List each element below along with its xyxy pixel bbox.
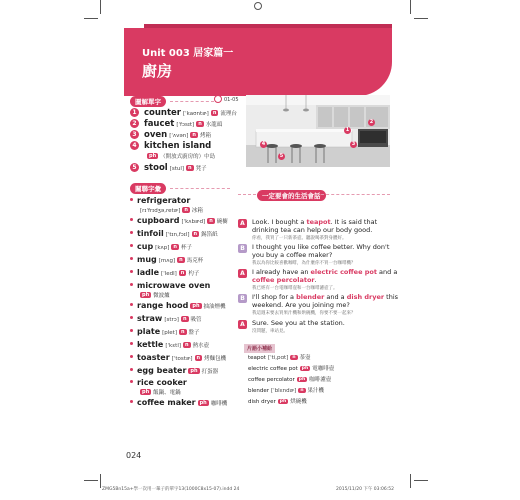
vocab-subline (138, 291, 170, 299)
phonetic: [ˈledl] (161, 271, 177, 277)
phonetic: [plet] (162, 330, 177, 336)
bullet-icon (130, 244, 133, 247)
audio-track[interactable] (214, 95, 239, 103)
dialogue-line: I already have an electric coffee pot and a (252, 268, 398, 276)
part-of-speech-badge: ph (192, 303, 200, 309)
part-of-speech-badge: ph (149, 153, 157, 159)
phrase-item (248, 397, 307, 405)
part-of-speech-badge: n (209, 218, 213, 224)
related-vocab-item (130, 281, 210, 290)
vocab-word: stool (144, 163, 168, 173)
vocab-word: refrigerator (137, 196, 191, 205)
chinese-meaning: 打蛋器 (201, 369, 219, 375)
related-vocab-item (130, 353, 226, 362)
vocab-word: oven (144, 130, 168, 140)
vocab-word: cup (137, 242, 154, 251)
phonetic: [stul] (169, 166, 185, 172)
bullet-icon (130, 218, 133, 221)
related-vocab-item (130, 229, 218, 238)
vocab-word: rice cooker (137, 378, 187, 387)
related-vocab-item (130, 340, 209, 349)
photo-marker: 3 (351, 141, 356, 147)
dialogue-translation: 你看，我買了一只新茶壺。聽說喝茶對身體好。 (252, 236, 347, 241)
chinese-meaning: 茶壺 (299, 355, 311, 361)
vocab-word: tinfoil (137, 229, 164, 238)
vocab-item (130, 108, 237, 118)
crop-mark (410, 0, 411, 14)
section-label-dialogue: 一定要會的生活會話 (257, 190, 326, 201)
part-of-speech-badge: n (300, 388, 304, 393)
crop-mark (100, 474, 101, 488)
chinese-meaning: 烘碗機 (290, 399, 307, 405)
chinese-meaning: 果汁機 (307, 388, 325, 394)
vocab-number: 5 (130, 163, 139, 172)
registration-mark (254, 2, 262, 10)
chinese-meaning: 杓子 (188, 271, 200, 277)
related-vocab-item (130, 268, 199, 277)
dialogue-line: you buy a coffee maker? (252, 251, 333, 259)
phrase-word: dish dryer (248, 399, 276, 405)
part-of-speech-badge: ph (279, 399, 287, 404)
chinese-meaning: 電咖啡壺 (312, 366, 335, 372)
crop-mark (410, 474, 411, 488)
chinese-meaning: （開放式廚房的）中島 (160, 154, 216, 160)
vocab-word: toaster (137, 353, 170, 362)
part-of-speech-badge: n (292, 355, 296, 360)
crop-mark (100, 0, 101, 14)
vocab-word: counter (144, 108, 182, 118)
part-of-speech-badge: n (196, 355, 201, 361)
vocab-word: kettle (137, 340, 164, 349)
bullet-icon (130, 198, 133, 201)
part-of-speech-badge: n (184, 207, 188, 213)
phrase-word: blender (248, 388, 270, 394)
photo-marker: 1 (345, 127, 350, 133)
dialogue-translation: 沒問題，車站見。 (252, 329, 288, 334)
vocab-item (130, 119, 222, 129)
vocab-word: faucet (144, 119, 175, 129)
section-divider (170, 101, 214, 102)
chinese-meaning: 烤箱 (199, 133, 211, 139)
part-of-speech-badge: n (212, 110, 217, 116)
speaker-b-badge: B (238, 294, 247, 303)
vocab-item (130, 163, 207, 173)
phrase-word: coffee percolator (248, 377, 295, 383)
chinese-meaning: 飯鍋、電鍋 (153, 390, 181, 396)
kitchen-photo (246, 95, 390, 167)
section-divider (316, 194, 390, 195)
phrase-word: teapot (248, 355, 266, 361)
crop-mark (84, 18, 98, 19)
kitchen-illustration (246, 95, 390, 167)
bullet-icon (130, 257, 133, 260)
part-of-speech-badge: n (180, 329, 185, 335)
chinese-meaning: 盤子 (188, 330, 200, 336)
chinese-meaning: 抽油煙機 (203, 304, 226, 310)
related-vocab-item (130, 255, 203, 264)
phonetic: [ˈtostɚ] (171, 356, 193, 362)
related-vocab-item (130, 398, 227, 407)
vocab-item (130, 141, 211, 151)
vocab-number: 4 (130, 141, 139, 150)
section-divider (170, 188, 230, 189)
part-of-speech-badge: ph (190, 368, 198, 374)
phonetic: [ˈti,pɑt] (267, 355, 289, 361)
bullet-icon (130, 283, 133, 286)
chinese-meaning: 烤麵包機 (204, 356, 227, 362)
photo-marker: 2 (369, 119, 374, 125)
vocab-number: 2 (130, 119, 139, 128)
vocab-word: mug (137, 255, 157, 264)
section-label-related: 關聯字彙 (130, 183, 166, 194)
phonetic: [ˈkʌbɚd] (181, 219, 206, 225)
speaker-b-badge: B (238, 244, 247, 253)
part-of-speech-badge: n (185, 342, 189, 348)
phrase-word: electric coffee pot (248, 366, 298, 372)
bullet-icon (130, 342, 133, 345)
dialogue-translation: 我以為你比較喜歡咖啡，為什麼你不買一台咖啡機？ (252, 261, 356, 266)
part-of-speech-badge: ph (142, 389, 150, 395)
phonetic: [rɪˈfrɪdʒə,retɚ] (140, 208, 181, 214)
part-of-speech-badge: n (173, 244, 177, 250)
bullet-icon (130, 270, 133, 273)
unit-label: Unit 003 居家篇一 (142, 48, 234, 59)
crop-mark (414, 18, 428, 19)
vocab-subline (138, 388, 181, 396)
vocab-word: egg beater (137, 366, 187, 375)
part-of-speech-badge: n (192, 132, 196, 138)
vocab-word: straw (137, 314, 163, 323)
related-vocab-item (130, 314, 202, 323)
phrase-item (248, 364, 334, 372)
vocab-word: range hood (137, 301, 189, 310)
vocab-word: kitchen island (144, 141, 212, 151)
dialogue-line: I thought you like coffee better. Why don't (252, 243, 390, 251)
speaker-a-badge: A (238, 320, 247, 329)
audio-cd-icon (214, 95, 222, 103)
vocab-number: 1 (130, 108, 139, 117)
bullet-icon (130, 368, 133, 371)
part-of-speech-badge: ph (298, 377, 306, 382)
part-of-speech-badge: n (180, 270, 185, 276)
vocab-word: microwave oven (137, 281, 211, 290)
chinese-meaning: 碗櫥 (216, 219, 228, 225)
dialogue-line: weekend. Are you joining me? (252, 301, 350, 309)
dialogue-line: I'll shop for a blender and a dish dryer this (252, 293, 399, 301)
dialogue-line: coffee percolator. (252, 276, 317, 284)
vocab-word: cupboard (137, 216, 180, 225)
vocab-word: coffee maker (137, 398, 196, 407)
part-of-speech-badge: n (179, 257, 183, 263)
chinese-meaning: 微波爐 (153, 293, 170, 299)
part-of-speech-badge: ph (199, 400, 207, 406)
chinese-meaning: 流理台 (220, 111, 237, 117)
chinese-meaning: 杯子 (180, 245, 192, 251)
dialogue-line: Sure. See you at the station. (252, 319, 345, 327)
section-divider (238, 194, 256, 195)
phonetic: [ˈkɛtl] (165, 343, 182, 349)
dialogue-translation: 我已經有一台電咖啡壺和一台咖啡濾壺了。 (252, 286, 338, 291)
part-of-speech-badge: ph (142, 292, 150, 298)
dialogue-line: drinking tea can help our body good. (252, 226, 373, 234)
crop-mark (414, 480, 428, 481)
chinese-meaning: 冰箱 (191, 208, 203, 214)
related-vocab-item (130, 378, 187, 387)
chinese-meaning: 吸管 (190, 317, 202, 323)
vocab-number: 3 (130, 130, 139, 139)
vocab-item (130, 130, 211, 140)
chinese-meaning: 馬克杯 (186, 258, 204, 264)
related-vocab-item (130, 366, 218, 375)
chinese-meaning: 水龍頭 (205, 122, 223, 128)
part-of-speech-badge: n (182, 316, 187, 322)
part-of-speech-badge: n (198, 121, 202, 127)
print-footer-date: 2015/11/20 下午 03:06:52 (336, 487, 395, 492)
related-vocab-item (130, 216, 228, 225)
page-number: 024 (126, 451, 142, 460)
related-vocab-item (130, 196, 190, 205)
dialogue-translation: 我這週末要去買果汁機和烘碗機，你要不要一起來？ (252, 311, 356, 316)
part-of-speech-badge: ph (301, 366, 309, 371)
chinese-meaning: 錫箔紙 (201, 232, 218, 238)
audio-track-number: 01-05 (224, 97, 239, 103)
chinese-meaning: 咖啡機 (210, 401, 228, 407)
bullet-icon (130, 355, 133, 358)
section-label-illustration: 圖解單字 (130, 96, 166, 107)
vocab-word: ladle (137, 268, 160, 277)
dialogue-line: Look. I bought a teapot. It is said that (252, 218, 378, 226)
photo-marker: 4 (261, 141, 266, 147)
photo-marker: 5 (279, 153, 284, 159)
bullet-icon (130, 400, 133, 403)
speaker-a-badge: A (238, 269, 247, 278)
related-vocab-item (130, 301, 226, 310)
phonetic: [kʌp] (155, 245, 170, 251)
speaker-a-badge: A (238, 219, 247, 228)
phonetic: [ˈʌvən] (169, 133, 189, 139)
bullet-icon (130, 316, 133, 319)
chinese-meaning: 熱水壺 (192, 343, 210, 349)
chinese-meaning: 咖啡濾壺 (309, 377, 332, 383)
bullet-icon (130, 303, 133, 306)
phonetic: [ˈkaʊntɚ] (183, 111, 209, 117)
bullet-icon (130, 380, 133, 383)
related-vocab-item (130, 327, 200, 336)
phonetic: [mʌg] (158, 258, 176, 264)
related-vocab-item (130, 242, 192, 251)
chinese-meaning: 凳子 (195, 166, 207, 172)
crop-mark (84, 480, 98, 481)
vocab-word: plate (137, 327, 161, 336)
bullet-icon (130, 329, 133, 332)
phonetic: [ˈblɛndɚ] (271, 388, 297, 394)
bullet-icon (130, 231, 133, 234)
vocab-subline (145, 152, 215, 160)
phonetic: [ˈtɪn,fɔɪl] (165, 232, 190, 238)
phrase-item (248, 375, 331, 383)
part-of-speech-badge: n (193, 231, 198, 237)
vocab-subline (138, 206, 203, 214)
part-of-speech-badge: n (188, 165, 192, 171)
phonetic: [ˈfɔsɪt] (176, 122, 195, 128)
page-title: 廚房 (142, 62, 173, 80)
section-label-phrases: 片語小補給 (244, 344, 275, 353)
phonetic: [strɔ] (164, 317, 179, 323)
phrase-item (248, 353, 311, 361)
print-footer-file: ZMG5Bn15a+學一次用一輩子的單字13(1000C8x15-07).indd 24 (102, 487, 240, 492)
phrase-item (248, 386, 324, 394)
